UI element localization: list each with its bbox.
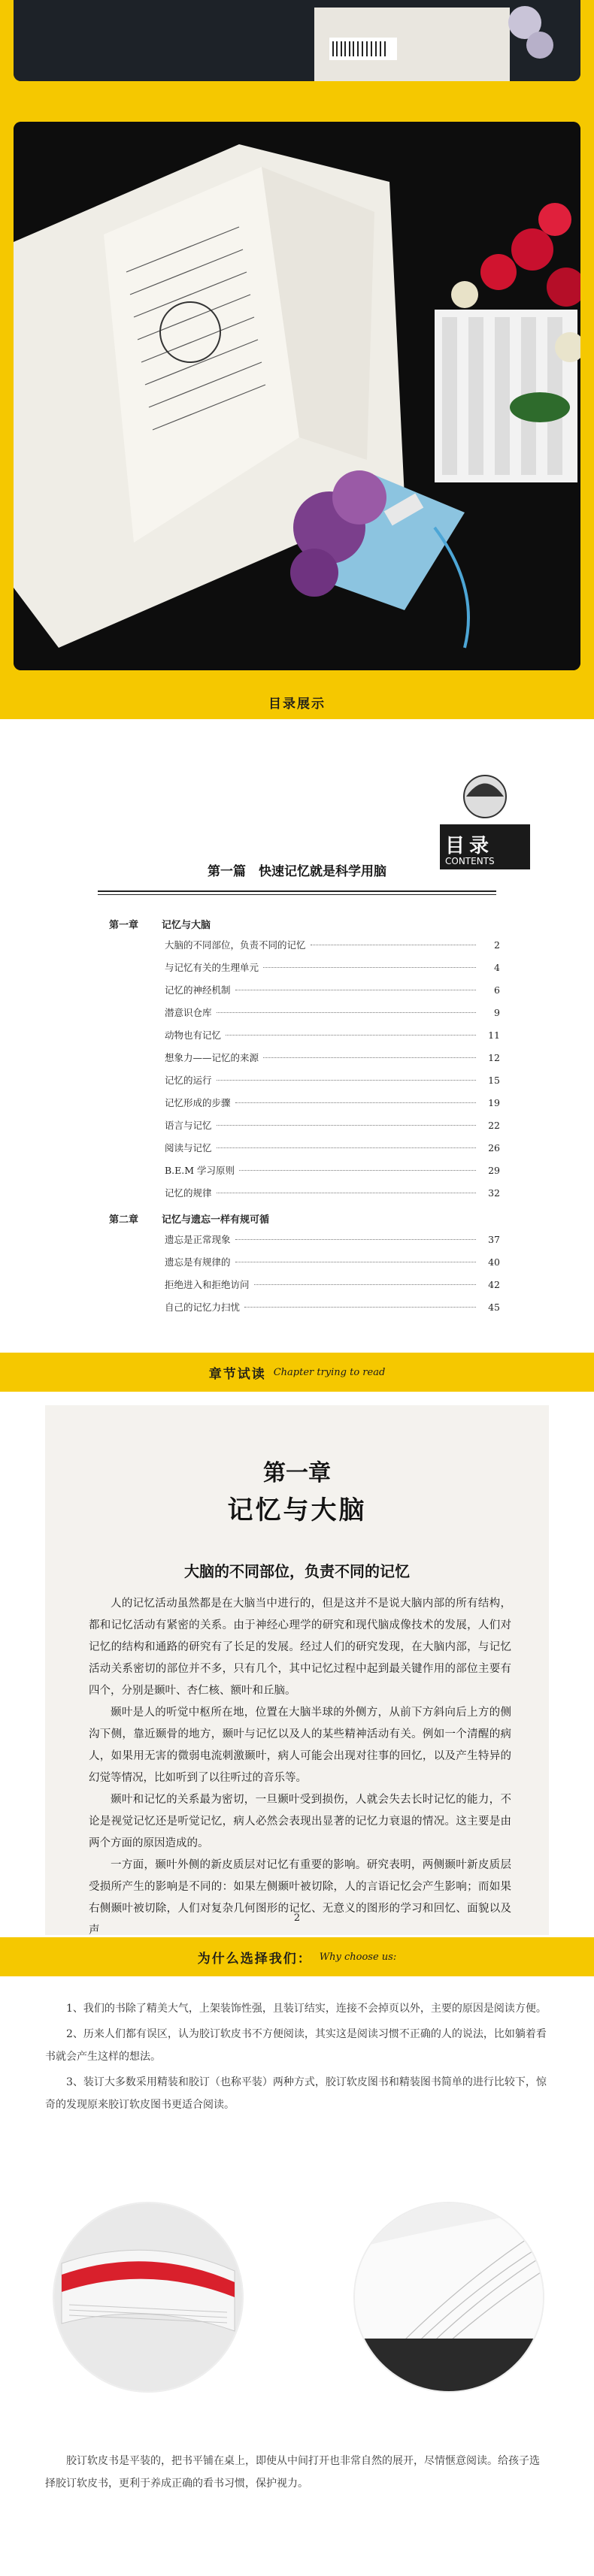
toc-item-label: 遗忘是正常现象 [165,1234,231,1245]
toc-item-label: 记忆的运行 [165,1075,212,1086]
book-spine-image [54,2203,242,2391]
product-photo-top [14,0,580,81]
toc-item-page: 40 [488,1256,500,1268]
toc-item[interactable] [109,1181,500,1204]
toc-item[interactable] [109,1273,500,1296]
toc-item-page: 29 [488,1164,500,1176]
toc-item[interactable] [109,1046,500,1069]
toc-item-label: 记忆的规律 [165,1187,212,1199]
trial-banner-title: 章节试读 [208,1366,266,1382]
toc-dots [254,1284,476,1285]
toc-dots [217,1147,476,1148]
toc-item[interactable] [109,978,500,1001]
toc-header-badge [436,770,534,875]
why-points [45,1997,549,2119]
toc-item[interactable] [109,1228,500,1250]
toc-item-page: 2 [494,939,500,951]
trial-reading-section [0,1394,594,1935]
toc-item-label: 自己的记忆力扫忧 [165,1302,241,1313]
reading-paragraph: 一方面，颞叶外侧的新皮质层对记忆有重要的影响。研究表明，两侧颞叶新皮质层受损所产生的影响是不同的：如果左侧颞叶被切除，人的言语记忆会产生影响；而如果右侧颞叶被切除，人们对复杂几何图形的记忆、无意义的图形的学习和回忆、面貌以及声 [89,1859,511,1937]
toc-divider [98,890,496,892]
toc-item-page: 19 [488,1096,500,1108]
toc-item-page: 15 [488,1074,500,1086]
toc-item-label: 遗忘是有规律的 [165,1256,231,1268]
toc-header-contents: CONTENTS [445,856,495,866]
toc-chapter-title: 记忆与大脑 [162,919,211,931]
toc-item-page: 26 [488,1141,500,1153]
toc-item[interactable] [109,933,500,956]
toc-dots [217,1080,476,1081]
toc-header-title: 目录 [445,835,494,857]
book-pages-image [355,2203,543,2391]
toc-item-page: 4 [494,961,500,973]
open-book-photo [14,122,580,670]
toc-dots [244,1307,476,1308]
why-bottom-paragraph: 胶订软皮书是平装的，把书平铺在桌上，即使从中间打开也非常自然的展开，尽情惬意阅读。给孩子选择胶订软皮书，更利于养成正确的看书习惯，保护视力。 [45,2455,540,2490]
trial-banner-subtitle: Chapter trying to read [273,1366,386,1378]
toc-item-page: 45 [488,1301,500,1313]
reading-body [89,1593,511,1942]
toc-item[interactable] [109,1023,500,1046]
toc-dots [239,1170,476,1171]
toc-banner [0,685,594,719]
toc-item[interactable] [109,1159,500,1181]
reading-paragraph: 人的记忆活动虽然都是在大脑当中进行的，但是这并不是说大脑内部的所有结构，都和记忆活动有紧密的关系。由于神经心理学的研究和现代脑成像技术的发展，人们对记忆的结构和通路的研究有了长足的发展。经过人们的研究发现，在大脑内部，与记忆活动关系密切的部位并不多，只有几个，其中记忆过程中起到最关键作用的部位主要有四个，分别是颞叶、杏仁核、额叶和丘脑。 [89,1598,511,1697]
toc-item-page: 32 [488,1187,500,1199]
toc-item[interactable] [109,1091,500,1114]
page-number: 2 [293,1912,301,1924]
toc-item-label: 动物也有记忆 [165,1029,222,1041]
toc-dots [263,967,476,968]
chapter-number: 第一章 [263,1460,331,1486]
open-book-image [14,122,580,670]
toc-chapter-num: 第一章 [109,919,139,931]
toc-item-label: 潜意识仓库 [165,1007,212,1018]
toc-item[interactable] [109,1069,500,1091]
section-title: 大脑的不同部位，负责不同的记忆 [184,1562,410,1580]
toc-item-page: 6 [494,984,500,996]
toc-dots [263,1057,476,1058]
toc-dots [235,1239,476,1240]
chapter-name: 记忆与大脑 [227,1495,367,1525]
why-banner-subtitle: Why choose us: [319,1951,397,1963]
toc-item-page: 12 [488,1051,500,1063]
toc-item-label: 与记忆有关的生理单元 [165,962,259,973]
toc-item[interactable] [109,1250,500,1273]
trial-banner [0,1353,594,1392]
reading-paragraph: 颞叶和记忆的关系最为密切，一旦颞叶受到损伤，人就会失去长时记忆的能力，不论是视觉记忆还是听觉记忆，病人必然会表现出显著的记忆力衰退的情况。这主要是由两个方面的原因造成的。 [89,1794,511,1849]
toc-item-page: 9 [494,1006,500,1018]
toc-item-label: 阅读与记忆 [165,1142,212,1153]
binding-closeup-left [53,2202,244,2393]
toc-item-label: B.E.M 学习原则 [165,1165,235,1176]
toc-list [109,909,500,1318]
toc-item-label: 记忆的神经机制 [165,984,231,996]
toc-dots [235,1102,476,1103]
toc-item-label: 拒绝进入和拒绝访问 [165,1279,250,1290]
book-stack-image [14,0,580,81]
toc-divider-thin [98,894,496,895]
toc-item[interactable] [109,1001,500,1023]
why-point: 2、历来人们都有误区，认为胶订软皮书不方便阅读，其实这是阅读习惯不正确的人的说法，比如躺着看书就会产生这样的想法。 [45,2028,547,2063]
toc-chapter-num: 第二章 [109,1214,139,1226]
toc-item-label: 大脑的不同部位，负责不同的记忆 [165,939,306,951]
toc-banner-title: 目录展示 [268,697,326,712]
toc-part-title: 第一篇 快速记忆就是科学用脑 [208,864,386,879]
toc-item-label: 记忆形成的步骤 [165,1097,231,1108]
reading-paragraph: 颞叶是人的听觉中枢所在地，位置在大脑半球的外侧方，从前下方斜向后上方的侧沟下侧，靠近颞骨的地方，颞叶与记忆以及人的某些精神活动有关。例如一个清醒的病人，如果用无害的微弱电流刺激颞叶，病人可能会出现对往事的回忆，以及产生特异的幻觉等情况，比如听到了以往听过的音乐等。 [89,1707,511,1784]
toc-item-page: 42 [488,1278,500,1290]
toc-item-page: 37 [488,1233,500,1245]
toc-item[interactable] [109,1296,500,1318]
why-banner [0,1937,594,1976]
why-bottom-text [45,2450,549,2495]
binding-closeup-right [353,2202,544,2393]
top-photo-strip [0,0,594,92]
toc-item-label: 想象力——记忆的来源 [165,1052,259,1063]
why-banner-title: 为什么选择我们： [197,1951,312,1967]
why-point: 3、装订大多数采用精装和胶订（也称平装）两种方式，胶订软皮图书和精装图书简单的进行比较下，惊奇的发现原来胶订软皮图书更适合阅读。 [45,2076,547,2111]
why-point: 1、我们的书除了精美大气，上架装饰性强，且装订结实，连接不会掉页以外，主要的原因是阅读方便。 [66,2003,547,2015]
why-section [0,1976,594,2576]
toc-chapter[interactable] [109,1208,500,1228]
reading-page [45,1405,549,1935]
toc-item-label: 语言与记忆 [165,1120,212,1131]
toc-item[interactable] [109,956,500,978]
toc-chapter-title: 记忆与遗忘一样有规可循 [162,1214,270,1226]
toc-item-page: 22 [488,1119,500,1131]
toc-item[interactable] [109,1136,500,1159]
toc-dots [226,1035,476,1036]
toc-chapter[interactable] [109,914,500,933]
toc-dots [217,1012,476,1013]
main-photo-section [0,92,594,685]
toc-item-page: 11 [488,1029,500,1041]
toc-dots [217,1125,476,1126]
toc-item[interactable] [109,1114,500,1136]
toc-page [0,748,594,1349]
